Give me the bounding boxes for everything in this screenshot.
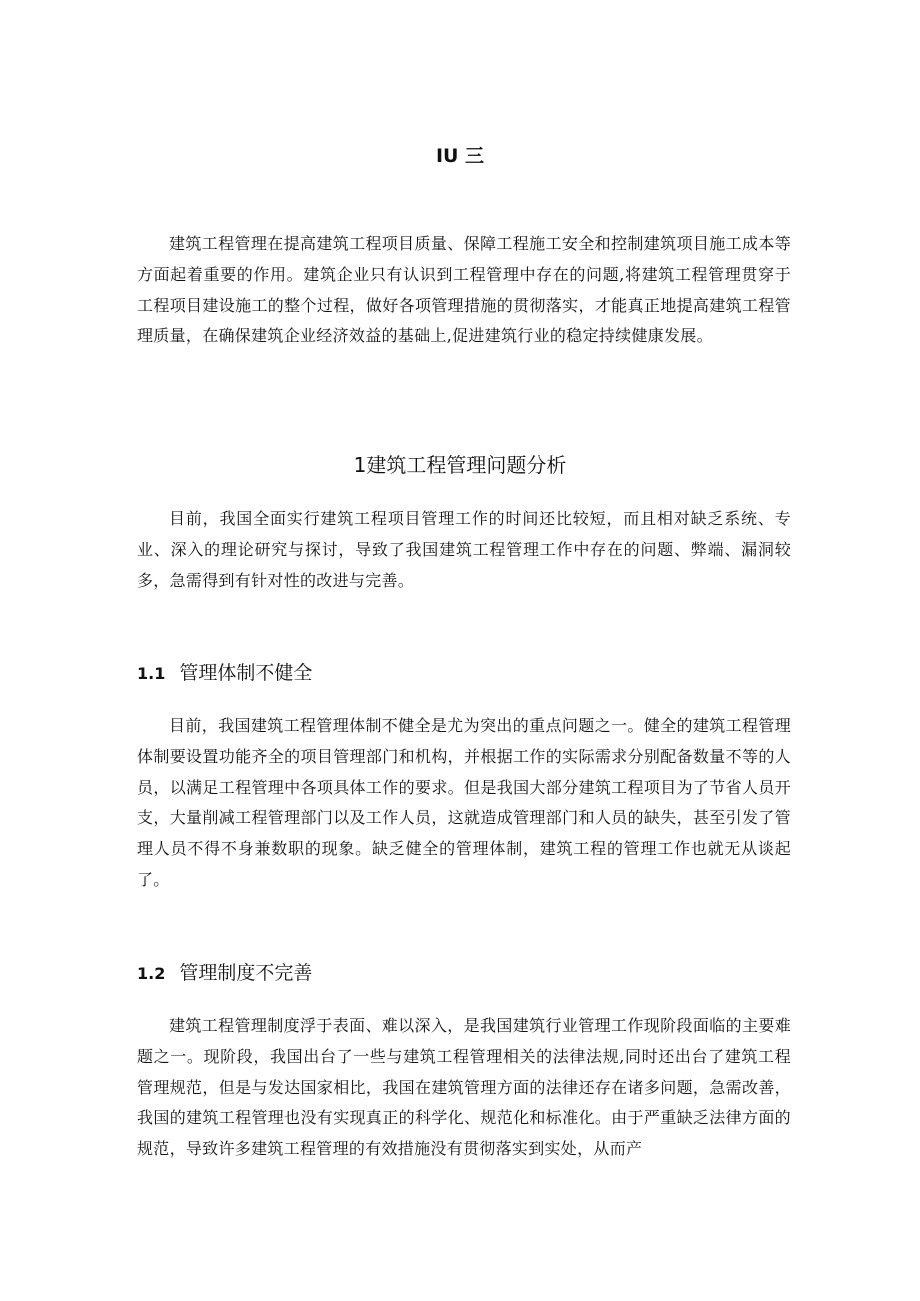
subsection-1-1-title: 管理体制不健全: [179, 662, 313, 684]
section-1-paragraph: 目前，我国全面实行建筑工程项目管理工作的时间还比较短，而且相对缺乏系统、专业、深入的理论研究与探讨，导致了我国建筑工程管理工作中存在的问题、弊端、漏洞较多，急需得到有针对性的改进与完善。: [137, 509, 791, 590]
subsection-1-1-heading: [137, 659, 797, 688]
subsection-1-1-paragraph: 目前，我国建筑工程管理体制不健全是尤为突出的重点问题之一。健全的建筑工程管理体制要设置功能齐全的项目管理部门和机构，并根据工作的实际需求分别配备数量不等的人员，以满足工程管理中各项具体工作的要求。但是我国大部分建筑工程项目为了节省人员开支，大量削减工程管理部门以及工作人员，这就造成管理部门和人员的缺失，甚至引发了管理人员不得不身兼数职的现象。缺乏健全的管理体制，建筑工程的管理工作也就无从谈起了。: [137, 716, 791, 889]
section-1-heading: 1建筑工程管理问题分析: [353, 453, 567, 477]
subsection-1-2-heading: [137, 959, 797, 988]
subsection-1-2-paragraph: 建筑工程管理制度浮于表面、难以深入，是我国建筑行业管理工作现阶段面临的主要难题之一。现阶段，我国出台了一些与建筑工程管理相关的法律法规,同时还出台了建筑工程管理规范，但是与发达国家相比，我国在建筑管理方面的法律还存在诸多问题，急需改善，我国的建筑工程管理也没有实现真正的科学化、规范化和标准化。由于严重缺乏法律方面的规范，导致许多建筑工程管理的有效措施没有贯彻落实到实处，从而产: [137, 1016, 791, 1159]
subsection-1-2-title: 管理制度不完善: [179, 962, 313, 984]
page-heading: IU 三: [435, 145, 485, 167]
subsection-1-1-number: 1.1: [137, 664, 166, 683]
subsection-1-2-number: 1.2: [137, 964, 166, 983]
intro-paragraph: 建筑工程管理在提高建筑工程项目质量、保障工程施工安全和控制建筑项目施工成本等方面起着重要的作用。建筑企业只有认识到工程管理中存在的问题,将建筑工程管理贯穿于工程项目建设施工的整个过程，做好各项管理措施的贯彻落实，才能真正地提高建筑工程管理质量，在确保建筑企业经济效益的基础上,促进建筑行业的稳定持续健康发展。: [137, 234, 791, 346]
